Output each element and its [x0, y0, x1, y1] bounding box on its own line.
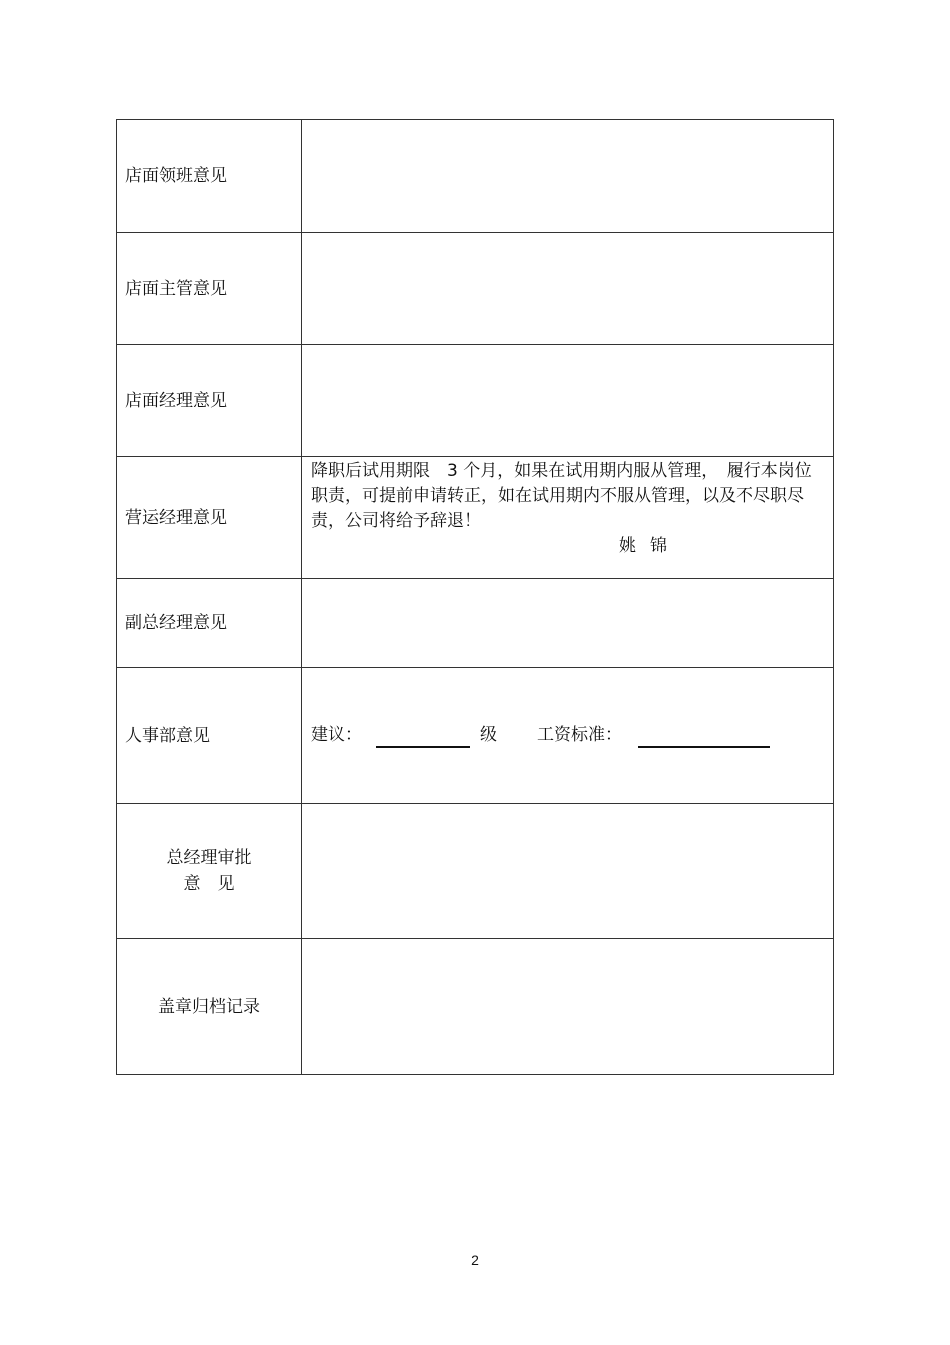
field-gm-approval-opinion[interactable]: [302, 804, 834, 939]
field-deputy-gm-opinion[interactable]: [302, 579, 834, 668]
label-gm-approval-opinion: [117, 804, 302, 939]
field-shift-leader-opinion[interactable]: [302, 120, 834, 233]
label-store-supervisor-opinion: 店面主管意见: [117, 233, 302, 345]
page-number: 2: [471, 1252, 479, 1268]
table-row: [117, 120, 834, 233]
suggest-label: 建议：: [311, 725, 362, 745]
label-store-manager-opinion: 店面经理意见: [117, 345, 302, 457]
label-seal-archive-record: 盖章归档记录: [117, 939, 302, 1075]
field-operations-manager-opinion[interactable]: [302, 457, 834, 579]
field-hr-opinion: [302, 668, 834, 804]
label-hr-opinion: 人事部意见: [117, 668, 302, 804]
table-row: [117, 668, 834, 804]
salary-label: 工资标准：: [537, 725, 622, 745]
grade-unit: 级: [480, 725, 497, 745]
table-row: [117, 457, 834, 579]
field-store-supervisor-opinion[interactable]: [302, 233, 834, 345]
salary-blank-field[interactable]: [638, 728, 770, 748]
field-store-manager-opinion[interactable]: [302, 345, 834, 457]
field-seal-archive-record[interactable]: [302, 939, 834, 1075]
hr-suggestion-line: [311, 723, 825, 748]
grade-blank-field[interactable]: [376, 728, 470, 748]
gm-approval-label-line2: 意 见: [183, 874, 235, 894]
table-row: [117, 579, 834, 668]
approval-form-table: [116, 119, 834, 1075]
table-row: [117, 939, 834, 1075]
table-row: [117, 345, 834, 457]
label-shift-leader-opinion: 店面领班意见: [117, 120, 302, 233]
operations-manager-opinion-text: 降职后试用期限 3 个月，如果在试用期内服从管理， 履行本岗位职责，可提前申请转正，如在试用期内不服从管理，以及不尽职尽责，公司将给予辞退！: [311, 461, 812, 531]
gm-approval-label-line1: 总经理审批: [166, 848, 252, 868]
table-row: [117, 804, 834, 939]
operations-manager-signature: 姚锦: [619, 536, 681, 556]
table-row: [117, 233, 834, 345]
label-operations-manager-opinion: 营运经理意见: [117, 457, 302, 579]
label-deputy-gm-opinion: 副总经理意见: [117, 579, 302, 668]
